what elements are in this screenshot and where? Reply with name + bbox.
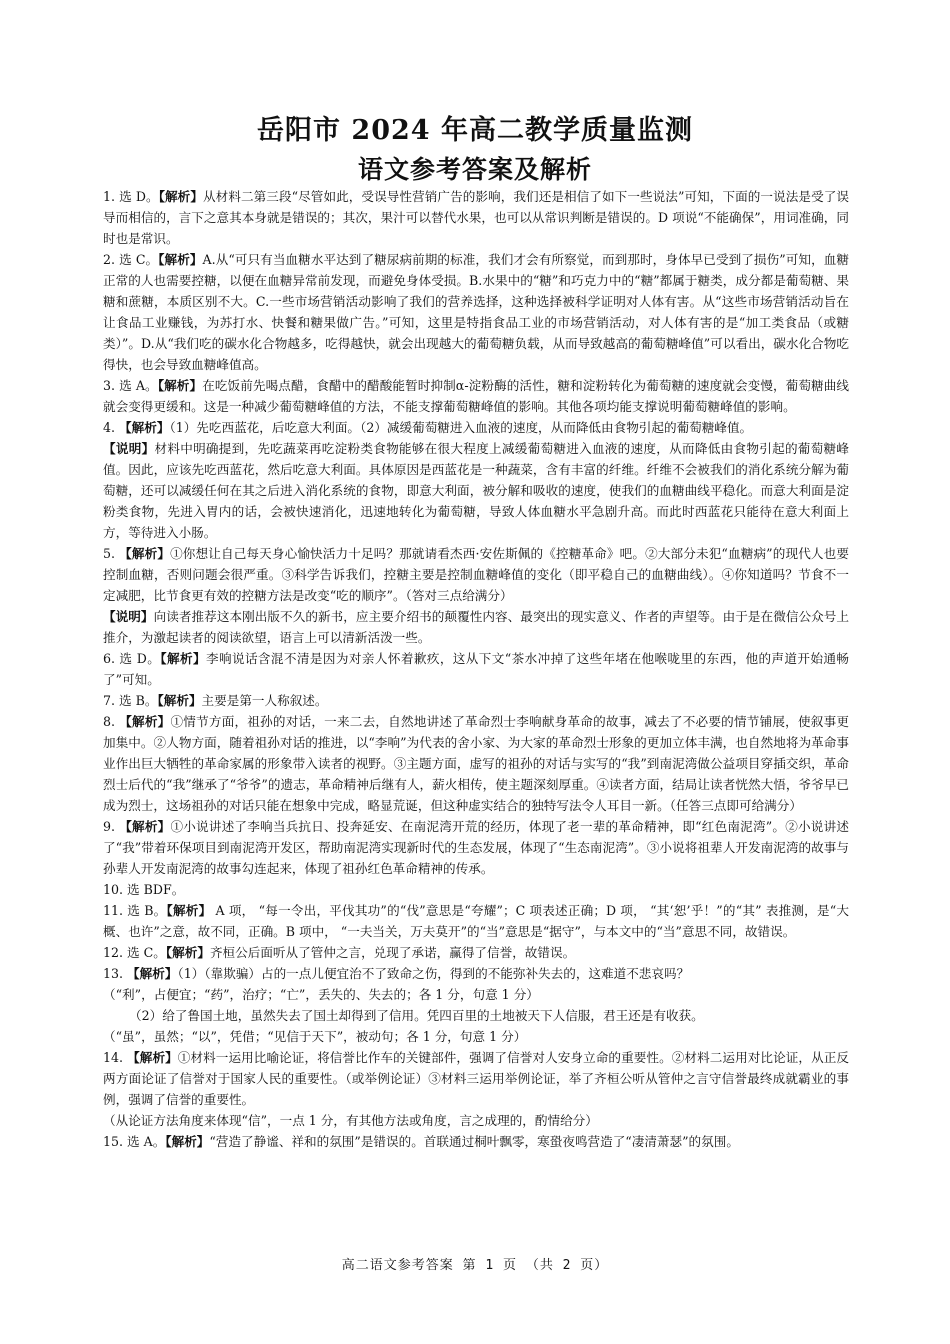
answer-paragraph — [103, 1131, 849, 1152]
page-footer: 高二语文参考答案 第 1 页 （共 2 页） — [341, 1258, 609, 1273]
answer-text: A 项， “每一令出，平伐其功”的“伐”意思是“夸耀”；C 项表述正确；D 项， “其‘恕’乎！”的“其” 表推测，是“大概、也许”之意，故不同，正确。B 项中， “一夫当关，万夫莫开”的“当”意思是“据守”，与本文中的“当”意思不同，故错误。 — [103, 903, 849, 939]
answer-paragraph — [103, 963, 849, 984]
answer-number: 1. 选 D。 — [103, 189, 159, 204]
answer-paragraph — [103, 900, 849, 942]
answer-content — [103, 186, 849, 1152]
analysis-tag: 【解析】 — [166, 903, 212, 918]
answer-text: （1）（靠欺骗）占的一点儿便宜治不了致命之伤，得到的不能弥补失去的，这难道不悲哀吗？ — [177, 966, 690, 981]
analysis-tag: 【解析】 — [119, 420, 170, 435]
answer-text: 主要是第一人称叙述。 — [201, 693, 328, 708]
answer-text: （1）先吃西蓝花，后吃意大利面。（2）减缓葡萄糖进入血液的速度，从而降低由食物引起的葡萄糖峰值。 — [169, 420, 753, 435]
answer-text: （从论证方法角度来体现“信”，一点 1 分，有其他方法或角度，言之成理的，酌情给分） — [103, 1113, 598, 1128]
answer-number: 6. 选 D。 — [103, 651, 161, 666]
answer-paragraph — [103, 711, 849, 816]
analysis-tag: 【解析】 — [158, 252, 203, 267]
answer-paragraph — [103, 648, 849, 690]
answer-text: ①情节方面，祖孙的对话，一来二去，自然地讲述了革命烈士李响献身革命的故事，减去了不必要的情节铺展，使叙事更加集中。②人物方面，随着祖孙对话的推进，以“李响”为代表的舍小家、为大家的革命烈士形象的更加立体丰满，也自然地将为革命事业作出巨大牺牲的革命家属的形象带入读者的视野。③主题方面，虚写的祖孙的对话与实写的“我”到南泥湾做公益项目穿插交织，革命烈士后代的“我”继承了“爷爷”的遗志，革命精神后继有人，薪火相传，使主题深刻厚重。④读者方面，结局让读者恍然大悟，爷爷早已成为烈士，这场祖孙的对话只能在想象中完成，略显荒诞，但这种虚实结合的独特写法令人耳目一新。（任答三点即可给满分） — [103, 714, 849, 813]
analysis-tag: 【解析】 — [165, 945, 210, 960]
analysis-tag: 【解析】 — [157, 693, 202, 708]
answer-number: 7. 选 B。 — [103, 693, 158, 708]
answer-text: ①你想让自己每天身心愉快活力十足吗？那就请看杰西·安佐斯佩的《控糖革命》吧。②大部分未犯“血糖病”的现代人也要控制血糖，否则问题会很严重。③科学告诉我们，控糖主要是控制血糖峰值的变化（即平稳自己的血糖曲线）。④你知道吗？节食不一定减肥，比节食更有效的控糖方法是改变“吃的顺序”。（答对三点给满分） — [103, 546, 849, 603]
answer-paragraph — [103, 606, 849, 648]
analysis-tag: 【解析】 — [119, 714, 171, 729]
analysis-tag: 【解析】 — [160, 651, 206, 666]
answer-paragraph — [103, 249, 849, 375]
answer-paragraph — [103, 942, 849, 963]
answer-paragraph — [103, 984, 849, 1005]
answer-paragraph — [103, 1005, 849, 1026]
answer-text: A.从“可只有当血糖水平达到了糖尿病前期的标准，我们才会有所察觉，而到那时，身体早已受到了损伤”可知，血糖正常的人也需要控糖，以便在血糖异常前发现，而避免身体受损。B.水果中的“糖”和巧克力中的“糖”都属于糖类，成分都是葡萄糖、果糖和蔗糖，本质区别不大。C.一些市场营销活动影响了我们的营养选择，这种选择被科学证明对人体有害。从“这些市场营销活动旨在让食品工业赚钱，为苏打水、快餐和糖果做广告。”可知，这里是特指食品工业的市场营销活动，对人体有害的是“加工类食品（或糖类）”。D.从“我们吃的碳水化合物越多，吃得越快，就会出现越大的葡萄糖负载，从而导致越高的葡萄糖峰值”可以看出，碳水化合物吃得快，也会导致血糖峰值高。 — [103, 252, 849, 372]
answer-text: 在吃饭前先喝点醋，食醋中的醋酸能暂时抑制α-淀粉酶的活性，糖和淀粉转化为葡萄糖的速度就会变慢，葡萄糖曲线就会变得更缓和。这是一种减少葡萄糖峰值的方法，不能支撑葡萄糖峰值的影响。其他各项均能支撑说明葡萄糖峰值的影响。 — [103, 378, 850, 414]
page-title: 岳阳市 2024 年高二教学质量监测 — [257, 115, 693, 146]
answer-text: “营造了静谧、祥和的氛围”是错误的。首联通过桐叶飘零，寒蛩夜鸣营造了“凄清萧瑟”的氛围。 — [209, 1134, 739, 1149]
answer-number: 2. 选 C。 — [103, 252, 159, 267]
answer-number: 13. — [103, 966, 128, 981]
answer-paragraph — [103, 816, 849, 879]
analysis-tag: 【说明】 — [103, 441, 155, 456]
answer-paragraph — [103, 1110, 849, 1131]
answer-paragraph — [103, 375, 849, 417]
answer-number: 9. — [103, 819, 120, 834]
answer-text: 向读者推荐这本刚出版不久的新书，应主要介绍书的颠覆性内容、最突出的现实意义、作者的声望等。由于是在微信公众号上推介，为激起读者的阅读欲望，语言上可以清新活泼一些。 — [103, 609, 850, 645]
analysis-tag: 【解析】 — [157, 378, 203, 393]
answer-number: 15. 选 A。 — [103, 1134, 166, 1149]
answer-text: 从材料二第三段“尽管如此，受误导性营销广告的影响，我们还是相信了如下一些说法”可知，下面的一说法是受了误导而相信的，言下之意其本身就是错误的；其次，果汁可以替代水果，也可以从常识判断是错误的。D 项说“不能确保”，用词准确，同时也是常识。 — [103, 189, 849, 246]
answer-text: （“虽”，虽然；“以”，凭借；“见信于天下”，被动句；各 1 分，句意 1 分） — [103, 1029, 527, 1044]
answer-paragraph — [103, 1047, 849, 1110]
analysis-tag: 【解析】 — [165, 1134, 210, 1149]
answer-text: 李响说话含混不清是因为对亲人怀着歉疚，这从下文“茶水冲掉了这些年堵在他喉咙里的东西，他的声道开始通畅了”可知。 — [103, 651, 849, 687]
answer-text: 材料中明确提到，先吃蔬菜再吃淀粉类食物能够在很大程度上减缓葡萄糖进入血液的速度，从而降低由食物引起的葡萄糖峰值。因此，应该先吃西蓝花，然后吃意大利面。具体原因是西蓝花是一种蔬菜，含有丰富的纤维。纤维不会被我们的消化系统分解为葡萄糖，还可以减缓任何在其之后进入消化系统的食物，即意大利面，被分解和吸收的速度，使我们的血糖曲线平稳化。而意大利面是淀粉类食物，先进入胃内的话，会被快速消化，迅速地转化为葡萄糖，导致人体血糖水平急剧升高。而此时西蓝花只能待在意大利面上方，等待进入小肠。 — [103, 441, 850, 540]
answer-text: ①材料一运用比喻论证，将信誉比作车的关键部件，强调了信誉对人安身立命的重要性。②材料二运用对比论证，从正反两方面论证了信誉对于国家人民的重要性。（或举例论证）③材料三运用举例论证，举了齐桓公听从管仲之言守信誉最终成就霸业的事例，强调了信誉的重要性。 — [103, 1050, 849, 1107]
answer-paragraph — [103, 417, 849, 438]
page-subtitle: 语文参考答案及解析 — [357, 155, 592, 184]
analysis-tag: 【说明】 — [103, 609, 154, 624]
analysis-tag: 【解析】 — [119, 546, 171, 561]
answer-number: 4. — [103, 420, 120, 435]
answer-paragraph — [103, 690, 849, 711]
answer-text: （2）给了鲁国土地，虽然失去了国土却得到了信用。凭四百里的土地被天下人信服，君王还是有收获。 — [129, 1008, 704, 1023]
answer-paragraph — [103, 438, 849, 543]
answer-number: 5. — [103, 546, 120, 561]
answer-paragraph — [103, 1026, 849, 1047]
analysis-tag: 【解析】 — [119, 819, 171, 834]
analysis-tag: 【解析】 — [127, 966, 178, 981]
answer-number: 8. — [103, 714, 120, 729]
answer-number: 12. 选 C。 — [103, 945, 166, 960]
analysis-tag: 【解析】 — [158, 189, 203, 204]
answer-number: 10. 选 BDF。 — [103, 882, 185, 897]
answer-text: 齐桓公后面听从了管仲之言，兑现了承诺，赢得了信誉，故错误。 — [209, 945, 576, 960]
answer-paragraph — [103, 879, 849, 900]
answer-text: （“利”，占便宜；“药”，治疗；“亡”，丢失的、失去的；各 1 分，句意 1 分） — [103, 987, 539, 1002]
answer-text: ①小说讲述了李响当兵抗日、投奔延安、在南泥湾开荒的经历，体现了老一辈的革命精神，即“红色南泥湾”。②小说讲述了“我”带着环保项目到南泥湾开发区，帮助南泥湾实现新时代的生态发展，体现了“生态南泥湾”。③小说将祖辈人开发南泥湾的故事与孙辈人开发南泥湾的故事勾连起来，体现了祖孙红色革命精神的传承。 — [103, 819, 849, 876]
answer-paragraph — [103, 186, 849, 249]
answer-number: 11. 选 B。 — [103, 903, 167, 918]
answer-number: 3. 选 A。 — [103, 378, 158, 393]
answer-paragraph — [103, 543, 849, 606]
analysis-tag: 【解析】 — [127, 1050, 178, 1065]
answer-number: 14. — [103, 1050, 128, 1065]
